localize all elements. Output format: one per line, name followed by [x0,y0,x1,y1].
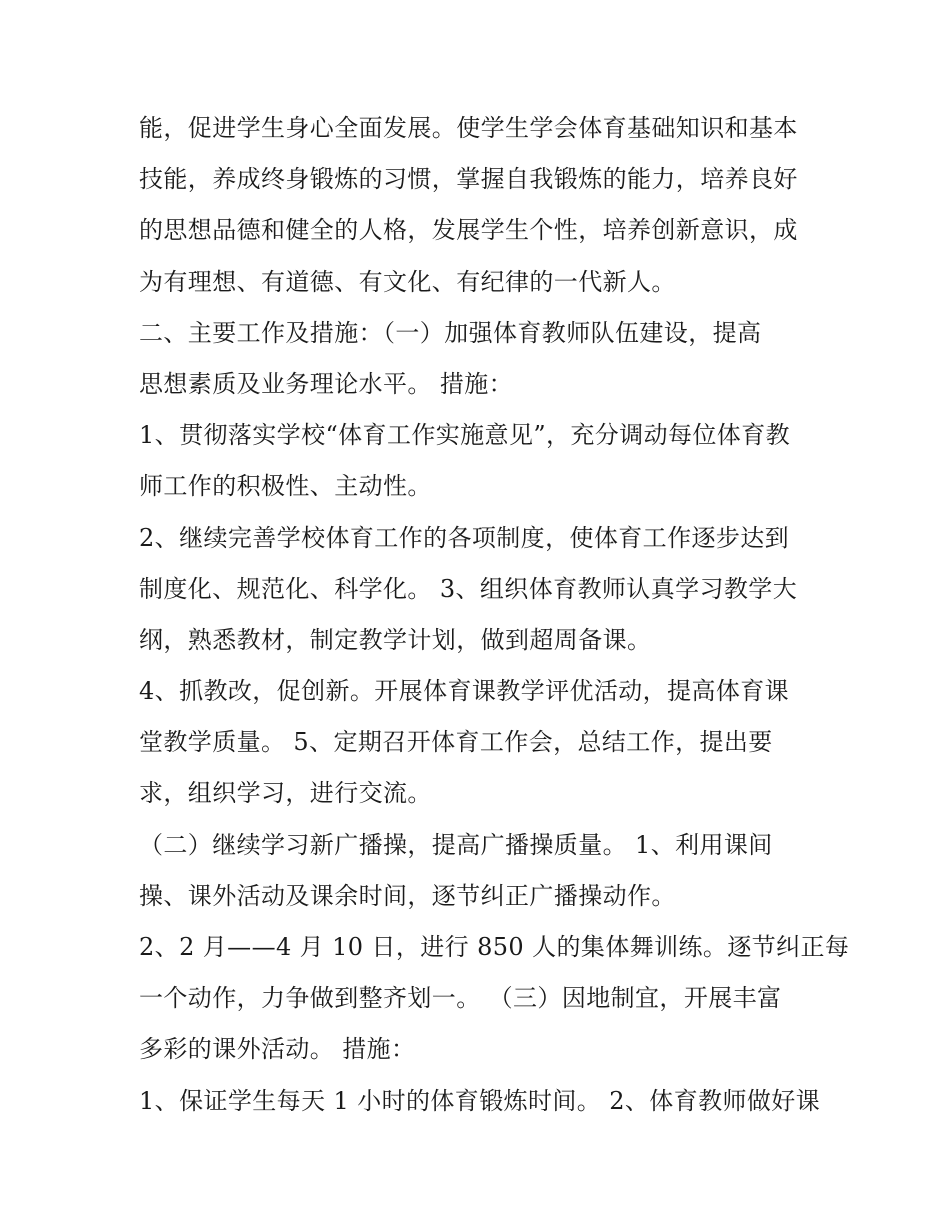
text-line: 1、保证学生每天 1 小时的体育锻炼时间。 2、体育教师做好课 [139,1086,821,1115]
text-line: 操、课外活动及课余时间，逐节纠正广播操动作。 [139,881,676,910]
text-line: 4、抓教改，促创新。开展体育课教学评优活动，提高体育课 [139,677,790,706]
text-line: 制度化、规范化、科学化。 3、组织体育教师认真学习教学大 [139,574,798,603]
text-line: 多彩的课外活动。 措施： [139,1035,416,1064]
text-line: 师工作的积极性、主动性。 [139,472,432,501]
text-line: 技能，养成终身锻炼的习惯，掌握自我锻炼的能力，培养良好 [139,165,798,194]
body-text [139,103,850,1127]
text-line: 求，组织学习，进行交流。 [139,779,432,808]
text-line: 思想素质及业务理论水平。 措施： [139,369,514,398]
text-line: （二）继续学习新广播操，提高广播操质量。 1、利用课间 [139,830,773,859]
text-line: 堂教学质量。 5、定期召开体育工作会，总结工作，提出要 [139,728,773,757]
text-line: 一个动作，力争做到整齐划一。 （三）因地制宜，开展丰富 [139,984,782,1013]
text-line: 能，促进学生身心全面发展。使学生学会体育基础知识和基本 [139,114,798,142]
text-line: 纲，熟悉教材，制定教学计划，做到超周备课。 [139,625,652,654]
text-line: 2、继续完善学校体育工作的各项制度，使体育工作逐步达到 [139,523,790,552]
text-line: 2、2 月——4 月 10 日，进行 850 人的集体舞训练。逐节纠正每 [139,933,850,961]
text-line: 二、主要工作及措施：（一）加强体育教师队伍建设，提高 [139,318,762,347]
text-line: 1、贯彻落实学校“体育工作实施意见”，充分调动每位体育教 [139,421,791,450]
text-line: 的思想品德和健全的人格，发展学生个性，培养创新意识，成 [139,216,798,245]
text-line: 为有理想、有道德、有文化、有纪律的一代新人。 [139,267,676,296]
